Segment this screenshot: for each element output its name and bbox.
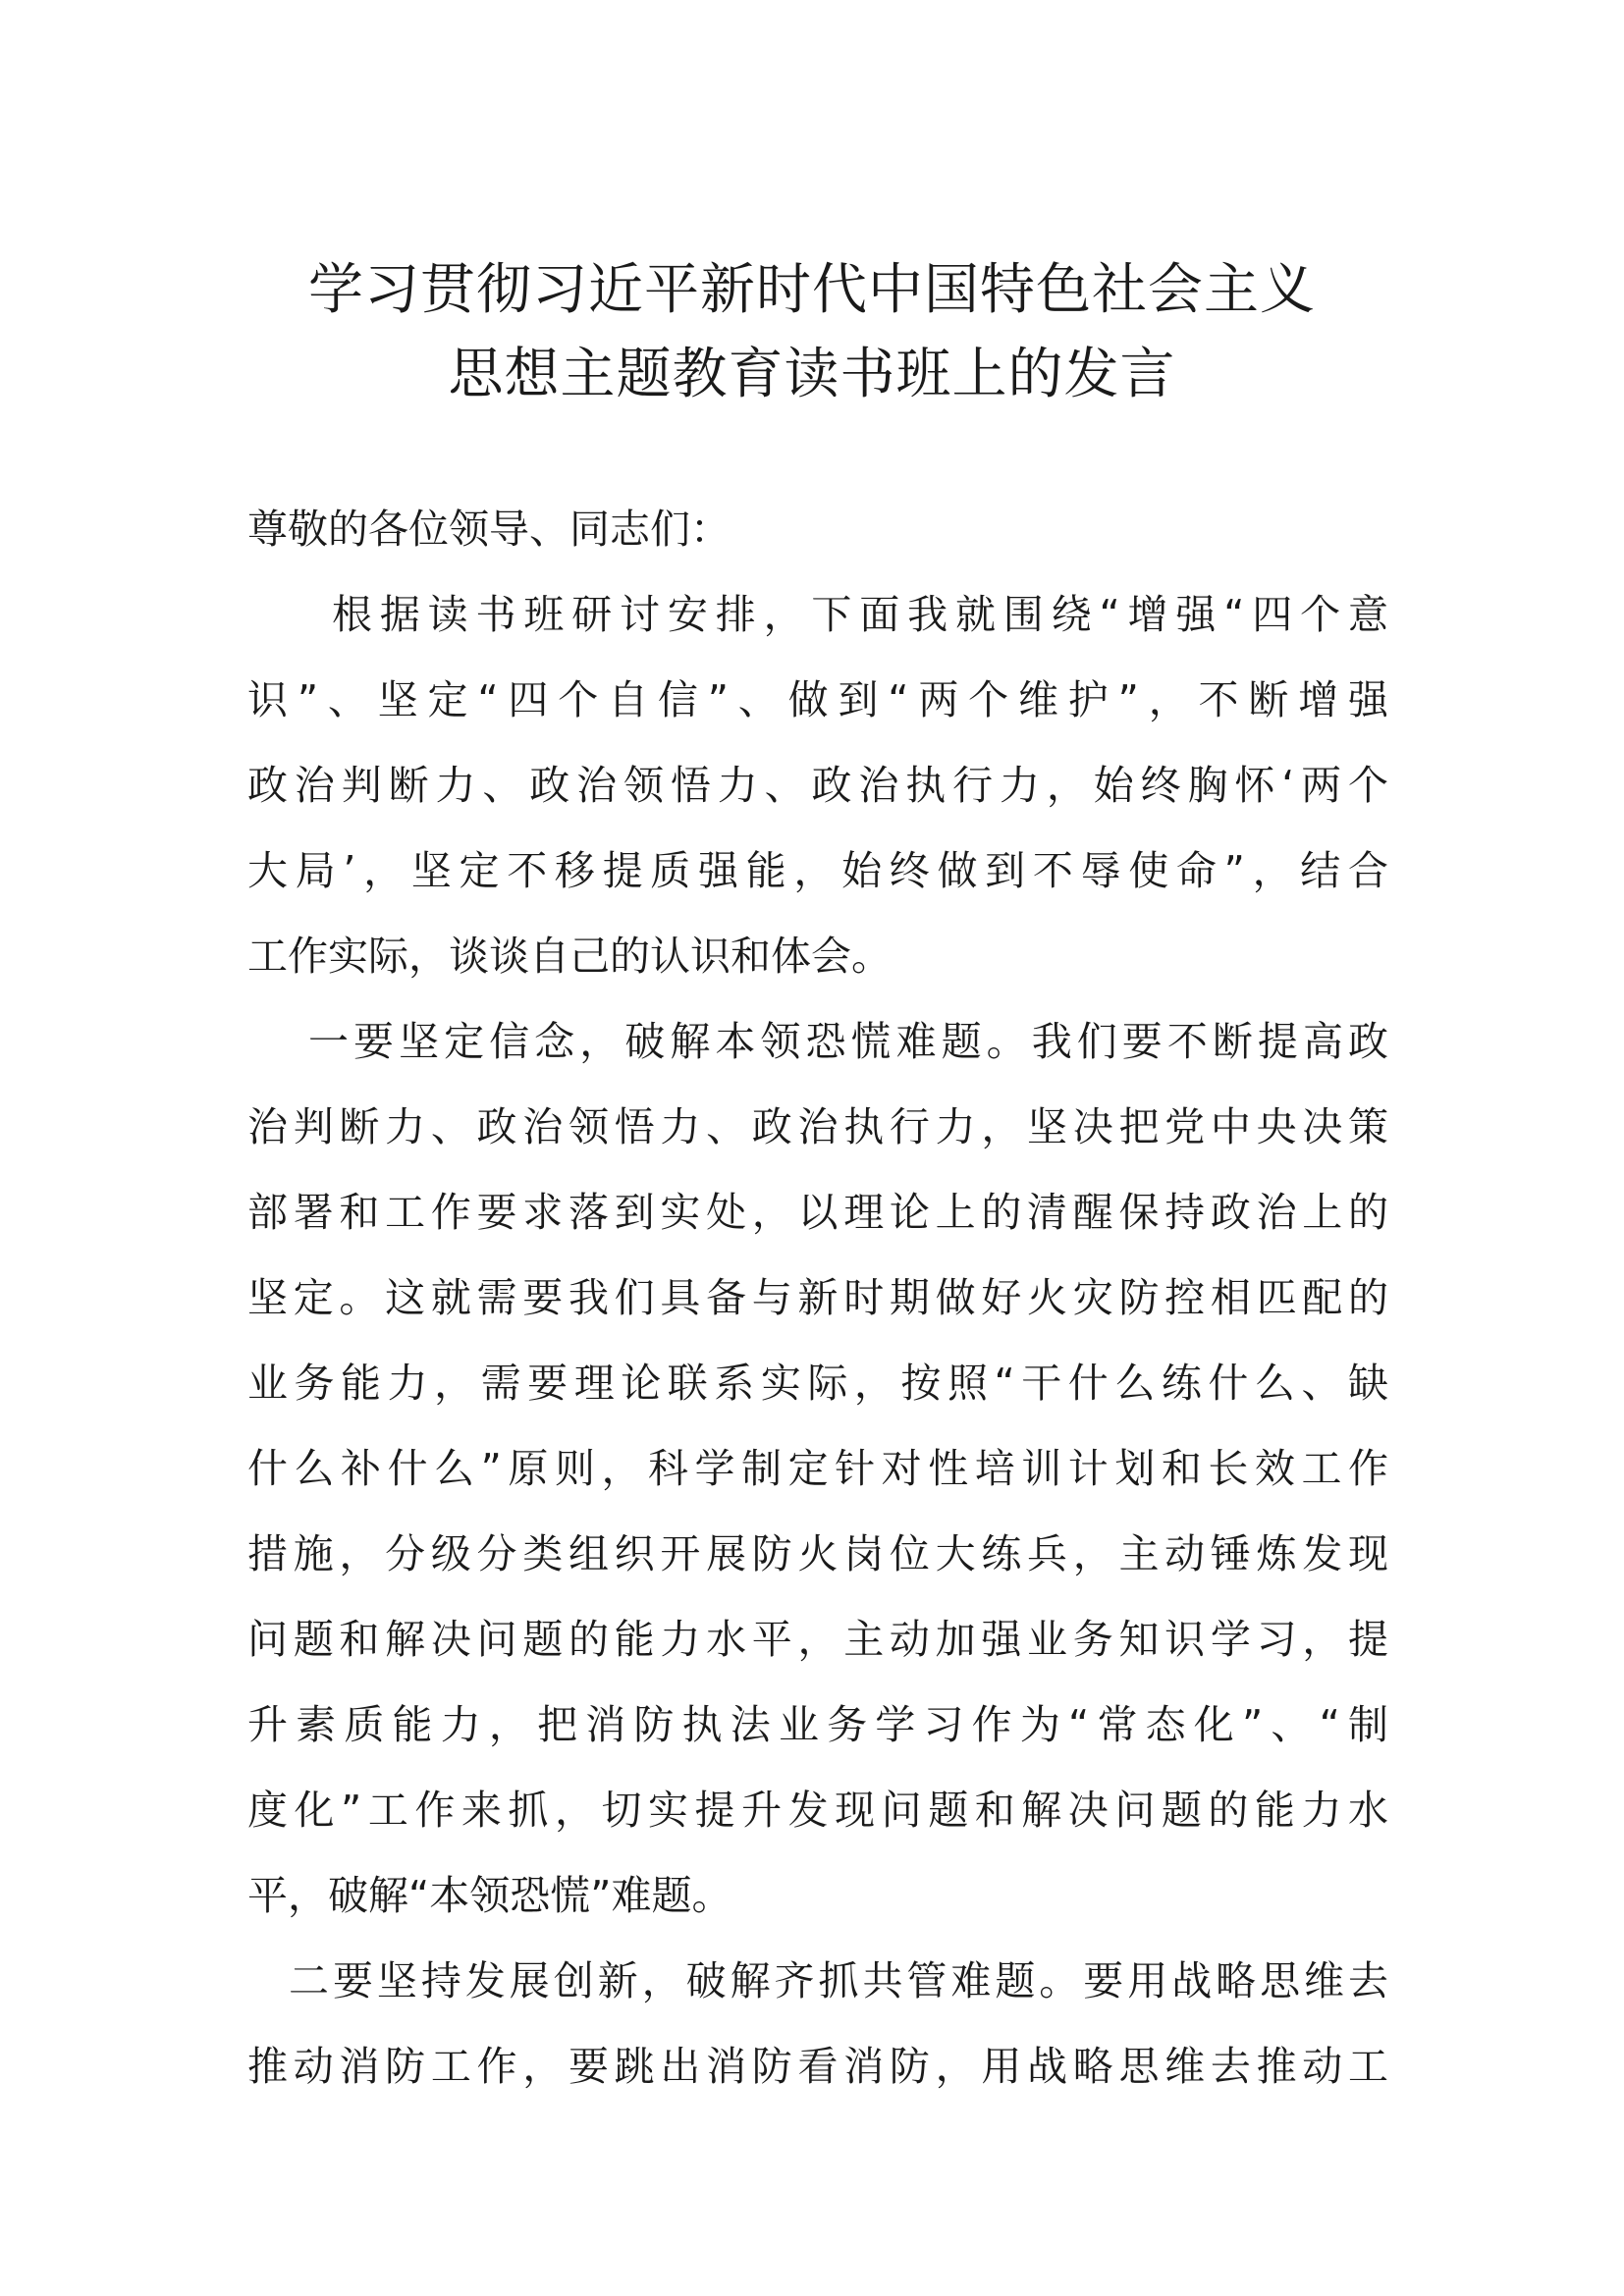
paragraph-line: 工作实际，谈谈自己的认识和体会。 bbox=[247, 933, 892, 980]
paragraph-line: 一要坚定信念，破解本领恐慌难题。我们要不断提高政 bbox=[308, 1018, 1388, 1065]
title-line-2: 思想主题教育读书班上的发言 bbox=[448, 342, 1176, 406]
paragraph-line: 根据读书班研讨安排，下面我就围绕“增强“四个意 bbox=[332, 591, 1388, 638]
paragraph-line: 升素质能力，把消防执法业务学习作为“常态化”、“制 bbox=[247, 1701, 1388, 1748]
paragraph-line: 推动消防工作，要跳出消防看消防，用战略思维去推动工 bbox=[247, 2043, 1388, 2090]
paragraph-line: 大局’，坚定不移提质强能，始终做到不辱使命”，结合 bbox=[247, 847, 1388, 894]
paragraph-line: 部署和工作要求落到实处，以理论上的清醒保持政治上的 bbox=[247, 1189, 1388, 1236]
paragraph-2 bbox=[247, 999, 1388, 1939]
document-title bbox=[0, 248, 1624, 417]
paragraph-line: 问题和解决问题的能力水平，主动加强业务知识学习，提 bbox=[247, 1616, 1388, 1663]
paragraph-line: 坚定。这就需要我们具备与新时期做好火灾防控相匹配的 bbox=[247, 1274, 1388, 1321]
paragraph-line: 措施，分级分类组织开展防火岗位大练兵，主动锤炼发现 bbox=[247, 1530, 1388, 1577]
paragraph-line: 平，破解“本领恐慌”难题。 bbox=[247, 1872, 732, 1919]
paragraph-3 bbox=[247, 1939, 1388, 2109]
title-line-1: 学习贯彻习近平新时代中国特色社会主义 bbox=[308, 257, 1316, 322]
document-body bbox=[247, 487, 1388, 2109]
paragraph-1 bbox=[247, 572, 1388, 999]
paragraph-line: 业务能力，需要理论联系实际，按照“干什么练什么、缺 bbox=[247, 1360, 1388, 1407]
paragraph-line: 政治判断力、政治领悟力、政治执行力，始终胸怀‘两个 bbox=[247, 762, 1388, 809]
paragraph-line: 什么补什么”原则，科学制定针对性培训计划和长效工作 bbox=[247, 1445, 1388, 1492]
paragraph-line: 二要坚持发展创新，破解齐抓共管难题。要用战略思维去 bbox=[289, 1957, 1388, 2004]
paragraph-line: 识”、坚定“四个自信”、做到“两个维护”，不断增强 bbox=[247, 676, 1388, 723]
paragraph-line: 治判断力、政治领悟力、政治执行力，坚决把党中央决策 bbox=[247, 1103, 1388, 1150]
paragraph-line: 度化”工作来抓，切实提升发现问题和解决问题的能力水 bbox=[247, 1787, 1388, 1834]
salutation: 尊敬的各位领导、同志们： bbox=[247, 506, 731, 553]
